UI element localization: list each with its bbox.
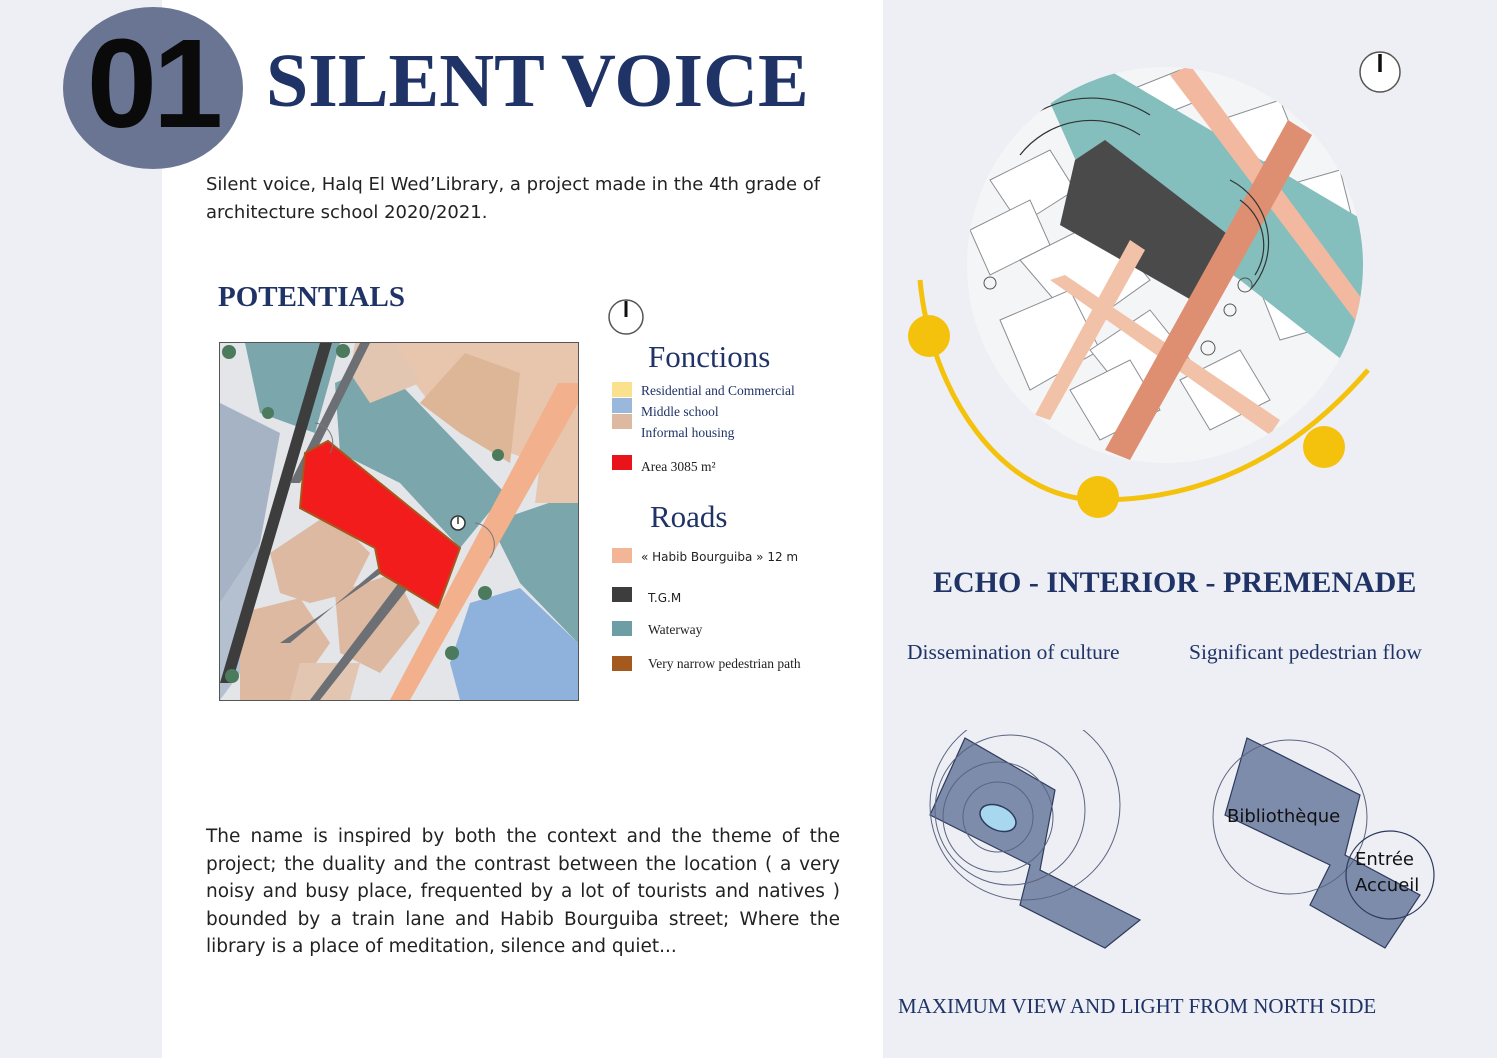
- legend-label-area: Area 3085 m²: [641, 459, 716, 474]
- label-entree: Entrée: [1355, 849, 1414, 870]
- description-paragraph: The name is inspired by both the context and the theme of the project; the duality and the contrast between the location ( a very noisy and busy place, frequented by a lot of tourists and natives ) bounded by a train lane and Habib Bourguiba street; Where the library is a place of meditation, silence and quiet...: [206, 826, 840, 958]
- echo-heading: ECHO - INTERIOR - PREMENADE: [933, 566, 1417, 599]
- badge-number: 01: [86, 13, 220, 154]
- legend-label-habib-bourguiba: « Habib Bourguiba » 12 m: [641, 550, 799, 564]
- legend-swatch-waterway: [612, 621, 632, 636]
- legend-swatch-tgm: [612, 587, 632, 602]
- legend-roads-heading: Roads: [650, 499, 728, 534]
- legend-label-waterway: Waterway: [648, 622, 703, 637]
- label-bibliotheque: Bibliothèque: [1227, 806, 1341, 827]
- echo-volume-diagram: [915, 730, 1155, 960]
- legend-label-pedestrian-path: Very narrow pedestrian path: [648, 656, 801, 671]
- site-map-graphic: [220, 343, 578, 700]
- site-map: [219, 342, 579, 701]
- north-arrow-large-icon: [1358, 50, 1402, 94]
- concept-pedestrian-flow: Significant pedestrian flow: [1189, 640, 1422, 664]
- legend-label-middle-school: Middle school: [641, 404, 719, 419]
- north-light-caption: MAXIMUM VIEW AND LIGHT FROM NORTH SIDE: [898, 994, 1377, 1018]
- potentials-heading: POTENTIALS: [218, 281, 405, 313]
- site-echo-diagram: [900, 60, 1380, 530]
- legend-swatch-residential: [612, 382, 632, 397]
- label-accueil: Accueil: [1355, 875, 1420, 896]
- legend-label-residential: Residential and Commercial: [641, 383, 795, 398]
- legend-swatch-informal-housing: [612, 414, 632, 429]
- intro-paragraph: Silent voice, Halq El Wed’Library, a project made in the 4th grade of architecture school 2020/2021.: [206, 174, 821, 223]
- legend-swatch-area: [612, 455, 632, 470]
- legend-swatch-middle-school: [612, 398, 632, 413]
- legend-swatch-pedestrian-path: [612, 656, 632, 671]
- legend-swatch-habib-bourguiba: [612, 548, 632, 563]
- legend-label-tgm: T.G.M: [648, 591, 682, 605]
- page-title: SILENT VOICE: [266, 39, 809, 123]
- north-arrow-icon: [607, 298, 645, 336]
- legend-label-informal-housing: Informal housing: [641, 425, 735, 440]
- legend-fonctions-heading: Fonctions: [648, 339, 771, 374]
- entrance-volume-diagram: [1205, 730, 1445, 960]
- concept-culture: Dissemination of culture: [907, 640, 1120, 664]
